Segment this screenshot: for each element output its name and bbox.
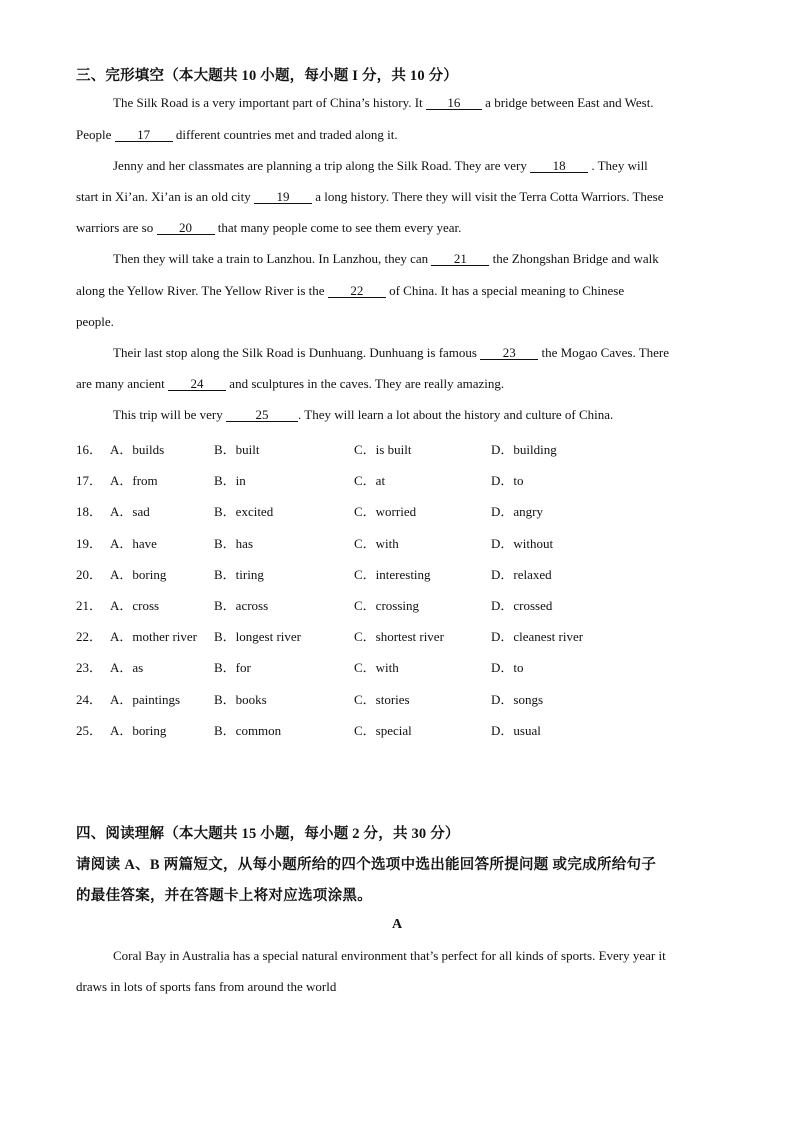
option-a[interactable]: A．builds <box>110 442 165 457</box>
option-c[interactable]: C．interesting <box>354 566 431 582</box>
cloze-line <box>113 345 669 361</box>
question-row <box>76 470 736 488</box>
question-row <box>76 564 736 582</box>
section4-heading: 四、阅读理解（本大题共 15 小题，每小题 2 分，共 30 分） <box>76 826 460 842</box>
option-a[interactable]: A．cross <box>110 598 160 613</box>
question-row <box>76 501 736 519</box>
cloze-line <box>76 376 504 392</box>
blank-24: 24 <box>168 377 226 391</box>
question-number: 16． <box>76 442 103 457</box>
passage-line: draws in lots of sports fans from around the world <box>76 979 337 994</box>
option-a[interactable]: A．mother river <box>110 629 198 645</box>
blank-16: 16 <box>426 96 482 110</box>
cloze-line <box>76 283 624 299</box>
option-c[interactable]: C．worried <box>354 504 417 520</box>
option-d[interactable]: D．without <box>491 535 554 551</box>
question-row <box>76 657 736 675</box>
option-b[interactable]: B．tiring <box>214 566 264 582</box>
option-c[interactable]: C．stories <box>354 691 410 707</box>
text-segment: People <box>76 127 115 142</box>
cloze-line <box>113 158 648 174</box>
option-d[interactable]: D．building <box>491 442 557 457</box>
question-number: 23． <box>76 660 103 676</box>
question-number: 24． <box>76 691 103 707</box>
blank-22: 22 <box>328 284 386 298</box>
option-c[interactable]: C．with <box>354 535 399 551</box>
option-b[interactable]: B．has <box>214 535 254 551</box>
question-number: 20． <box>76 566 103 582</box>
option-a[interactable]: A．boring <box>110 566 167 582</box>
question-number: 18． <box>76 504 103 520</box>
text-segment: . They will <box>588 158 648 173</box>
text-segment: Jenny and her classmates are planning a trip along the Silk Road. They are very <box>113 158 531 173</box>
option-c[interactable]: C．special <box>354 722 412 738</box>
cloze-line: people. <box>76 314 114 329</box>
option-b[interactable]: B．common <box>214 722 282 738</box>
text-segment: along the Yellow River. The Yellow River is the <box>76 283 328 298</box>
option-c[interactable]: C．at <box>354 473 386 489</box>
option-d[interactable]: D．relaxed <box>491 566 552 582</box>
blank-17: 17 <box>115 128 173 142</box>
option-d[interactable]: D．usual <box>491 722 541 738</box>
option-b[interactable]: B．built <box>214 442 260 457</box>
option-d[interactable]: D．to <box>491 660 524 676</box>
question-row <box>76 595 736 613</box>
text-segment: start in Xi’an. Xi’an is an old city <box>76 189 254 204</box>
question-number: 21． <box>76 598 103 613</box>
question-row <box>76 720 736 738</box>
passage-line: Coral Bay in Australia has a special natural environment that’s perfect for all kinds of sports. Every year it <box>113 948 666 963</box>
text-segment: This trip will be very <box>113 407 227 422</box>
text-segment: Their last stop along the Silk Road is Dunhuang. Dunhuang is famous <box>113 345 481 360</box>
section3-heading: 三、完形填空（本大题共 10 小题，每小题 I 分，共 10 分） <box>76 68 458 84</box>
blank-21: 21 <box>431 252 489 266</box>
option-c[interactable]: C．shortest river <box>354 629 444 645</box>
text-segment: are many ancient <box>76 376 169 391</box>
question-row <box>76 533 736 551</box>
text-segment: The Silk Road is a very important part of China’s history. It <box>113 95 426 110</box>
text-segment: Then they will take a train to Lanzhou. In Lanzhou, they can <box>113 251 432 266</box>
blank-18: 18 <box>530 159 588 173</box>
text-segment: different countries met and traded along it. <box>172 127 398 142</box>
text-segment: warriors are so <box>76 220 157 235</box>
text-segment: a long history. There they will visit the Terra Cotta Warriors. These <box>312 189 664 204</box>
question-number: 22． <box>76 629 103 645</box>
question-number: 17． <box>76 473 103 489</box>
option-b[interactable]: B．excited <box>214 504 274 520</box>
instruction-line: 的最佳答案，并在答题卡上将对应选项涂黑。 <box>76 888 372 904</box>
option-a[interactable]: A．paintings <box>110 691 181 707</box>
blank-25: 25 <box>226 408 298 422</box>
instruction-line: 请阅读 A、B 两篇短文，从每小题所给的四个选项中选出能回答所提问题 或完成所给句子 <box>76 857 657 873</box>
option-b[interactable]: B．longest river <box>214 629 302 645</box>
blank-20: 20 <box>157 221 215 235</box>
option-d[interactable]: D．crossed <box>491 598 553 613</box>
option-a[interactable]: A．as <box>110 660 144 676</box>
question-number: 19． <box>76 535 103 551</box>
option-b[interactable]: B．in <box>214 473 246 489</box>
option-d[interactable]: D．angry <box>491 504 543 520</box>
option-d[interactable]: D．songs <box>491 691 544 707</box>
option-a[interactable]: A．sad <box>110 504 150 520</box>
cloze-line <box>113 95 654 111</box>
option-a[interactable]: A．from <box>110 473 158 489</box>
option-c[interactable]: C．is built <box>354 442 412 457</box>
text-segment: the Zhongshan Bridge and walk <box>489 251 659 266</box>
option-a[interactable]: A．boring <box>110 722 167 738</box>
text-segment: that many people come to see them every year. <box>214 220 462 235</box>
option-b[interactable]: B．for <box>214 660 251 676</box>
cloze-line <box>113 251 659 267</box>
question-row <box>76 626 736 644</box>
cloze-line <box>76 220 461 236</box>
passage-title: A <box>391 917 403 932</box>
cloze-line <box>76 127 398 143</box>
text-segment: the Mogao Caves. There <box>538 345 670 360</box>
blank-23: 23 <box>480 346 538 360</box>
option-c[interactable]: C．crossing <box>354 598 420 613</box>
cloze-line <box>113 407 613 423</box>
cloze-line <box>76 189 664 205</box>
text-segment: and sculptures in the caves. They are really amazing. <box>226 376 505 391</box>
option-b[interactable]: B．books <box>214 691 267 707</box>
question-row <box>76 689 736 707</box>
option-d[interactable]: D．cleanest river <box>491 629 584 645</box>
question-number: 25． <box>76 722 103 738</box>
option-b[interactable]: B．across <box>214 598 269 613</box>
option-d[interactable]: D．to <box>491 473 524 489</box>
blank-19: 19 <box>254 190 312 204</box>
option-a[interactable]: A．have <box>110 535 157 551</box>
question-row <box>76 439 736 457</box>
text-segment: . They will learn a lot about the history and culture of China. <box>298 407 614 422</box>
option-c[interactable]: C．with <box>354 660 399 676</box>
text-segment: a bridge between East and West. <box>481 95 654 110</box>
text-segment: of China. It has a special meaning to Chinese <box>385 283 625 298</box>
